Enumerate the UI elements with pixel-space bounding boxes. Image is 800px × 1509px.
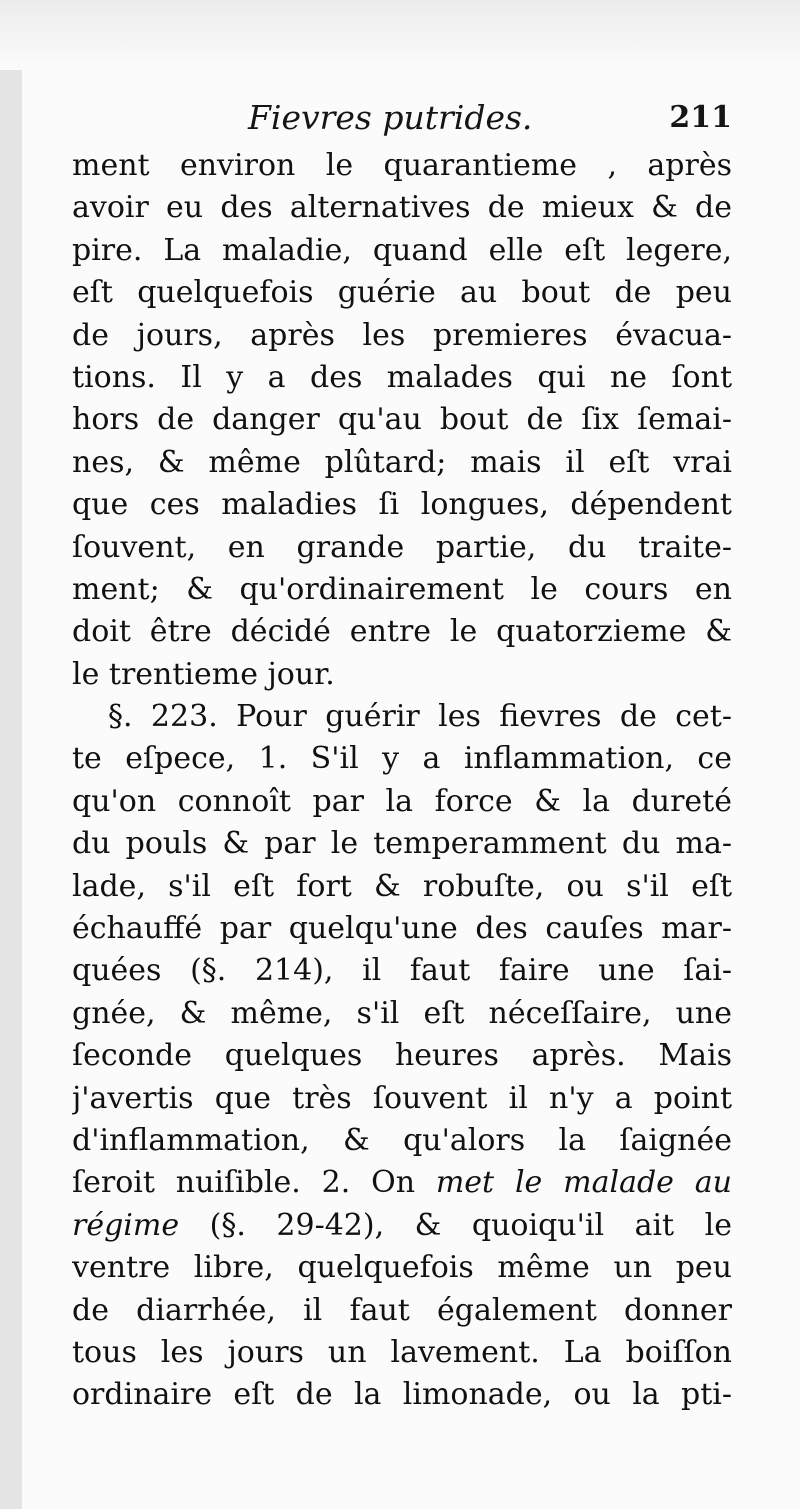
text-line: ſouvent, en grande partie, du traite- xyxy=(72,529,732,565)
text-line: qu'on connoît par la force & la dureté xyxy=(72,783,732,819)
text-line: ment; & qu'ordinairement le cours en xyxy=(72,571,732,607)
text-line: ment environ le quarantieme , après xyxy=(72,148,732,183)
text-line: échauffé par quelqu'une des cauſes mar- xyxy=(72,911,732,947)
text-line: tions. Il y a des malades qui ne ſont xyxy=(72,359,732,395)
text-line: ordinaire eſt de la limonade, ou la pti- xyxy=(72,1377,732,1413)
text-line: pire. La maladie, quand elle eſt legere, xyxy=(72,232,732,268)
text-line: avoir eu des alternatives de mieux & de xyxy=(72,190,732,226)
text-line: eſt quelquefois guérie au bout de peu xyxy=(72,275,732,311)
text-line: de diarrhée, il faut également donner xyxy=(72,1292,732,1328)
text-line: régime (§. 29-42), & quoiqu'il ait le xyxy=(72,1207,732,1243)
text-line: lade, s'il eſt fort & robuſte, ou s'il eſt xyxy=(72,868,732,904)
text-line: que ces maladies ſi longues, dépendent xyxy=(72,487,732,523)
text-line: de jours, après les premieres évacua- xyxy=(72,317,732,353)
text-line: hors de danger qu'au bout de ſix ſemai- xyxy=(72,402,732,438)
text-line: du pouls & par le temperamment du ma- xyxy=(72,826,732,862)
text-line: ſeroit nuiſible. 2. On met le malade au xyxy=(72,1165,732,1201)
text-line: gnée, & même, s'il eſt néceſſaire, une xyxy=(72,995,732,1031)
page-number: 211 xyxy=(669,100,732,135)
text-line: doit être décidé entre le quatorzieme & xyxy=(72,614,732,650)
text-line: §. 223. Pour guérir les fievres de cet- xyxy=(108,699,732,735)
text-line: j'avertis que très ſouvent il n'y a point xyxy=(72,1080,732,1116)
page-gutter-shadow xyxy=(0,0,22,1509)
body-text xyxy=(72,145,732,1417)
running-title: Fievres putrides. xyxy=(248,98,533,137)
text-line: ventre libre, quelquefois même un peu xyxy=(72,1250,732,1286)
text-line: nes, & même plûtard; mais il eſt vrai xyxy=(72,444,732,480)
text-line: te eſpece, 1. S'il y a inflammation, ce xyxy=(72,741,732,777)
text-line: d'inflammation, & qu'alors la ſaignée xyxy=(72,1122,732,1158)
text-line: quées (§. 214), il faut faire une ſai- xyxy=(72,953,732,989)
page-header xyxy=(72,98,732,144)
text-line: ſeconde quelques heures après. Mais xyxy=(72,1038,732,1074)
page-top-edge xyxy=(0,0,800,70)
text-line: tous les jours un lavement. La boiſſon xyxy=(72,1334,732,1370)
text-line: le trentieme jour. xyxy=(72,656,335,692)
